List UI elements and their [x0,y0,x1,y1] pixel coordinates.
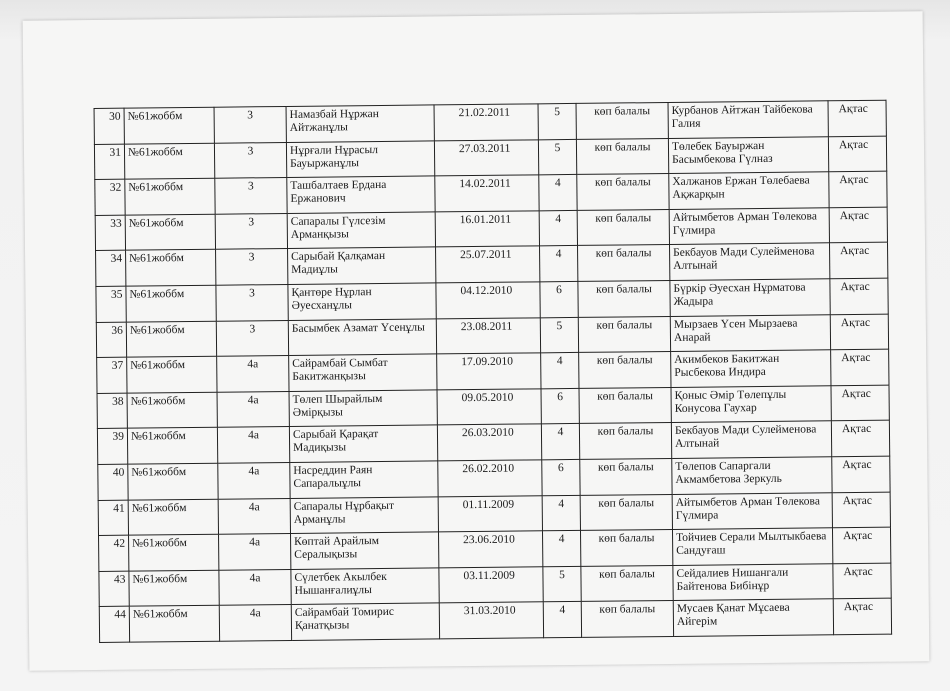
row-number: 39 [97,428,127,464]
class-grade: 3 [214,106,286,142]
family-children-count: 5 [543,566,581,602]
class-grade: 3 [214,142,286,178]
family-children-count: 5 [538,103,576,139]
row-number: 44 [99,606,129,642]
locality: Ақтас [828,100,886,136]
birth-date: 26.03.2010 [437,424,541,461]
birth-date: 23.06.2010 [438,531,542,568]
birth-date: 16.01.2011 [435,211,539,248]
locality: Ақтас [831,349,889,385]
family-category: көп балалы [578,245,670,282]
class-grade: 4а [219,534,291,570]
row-number: 40 [98,464,128,500]
parents-names: Бекбауов Мади Сулейменова Алтынай [671,421,831,458]
family-children-count: 6 [540,281,578,317]
school-name: №61жоббм [124,143,214,180]
family-children-count: 5 [540,317,578,353]
student-name: Сарыбай Қарақат Мадиқызы [289,425,437,462]
birth-date: 25.07.2011 [436,246,540,283]
class-grade: 4а [218,498,290,534]
row-number: 42 [99,535,129,571]
family-category: көп балалы [580,458,672,495]
school-name: №61жоббм [124,107,214,144]
school-name: №61жоббм [126,250,216,287]
school-name: №61жоббм [128,499,218,536]
row-number: 38 [97,393,127,429]
parents-names: Тойчиев Серали Мылтыкбаева Сандуғаш [672,528,832,565]
student-name: Ташбалтаев Ердана Ержанович [287,176,435,213]
family-children-count: 4 [542,495,580,531]
student-name: Сүлетбек Акылбек Нышанғалиұлы [291,568,439,605]
student-name: Көптай Арайлым Сералықызы [291,532,439,569]
parents-names: Курбанов Айтжан Тайбекова Галия [668,101,828,138]
student-name: Сапаралы Нұрбақыт Арманұлы [290,496,438,533]
school-name: №61жоббм [129,606,219,643]
table-row [99,598,891,642]
parents-names: Акимбеков Бакитжан Рысбекова Индира [671,350,831,387]
family-children-count: 4 [542,531,580,567]
row-number: 30 [94,108,124,144]
student-name: Төлеп Шырайлым Әмірқызы [289,390,437,427]
class-grade: 4а [217,391,289,427]
birth-date: 21.02.2011 [434,104,538,141]
class-grade: 3 [215,213,287,249]
locality: Ақтас [832,492,890,528]
school-name: №61жоббм [127,392,217,429]
birth-date: 01.11.2009 [438,495,542,532]
student-name: Сарыбай Қалқаман Мадиұлы [288,247,436,284]
family-category: көп балалы [576,138,668,175]
student-name: Қантөре Нұрлан Әуесханұлы [288,283,436,320]
birth-date: 03.11.2009 [439,567,543,604]
class-grade: 3 [216,284,288,320]
family-children-count: 6 [542,459,580,495]
student-name: Сапаралы Гүлсезім Арманқызы [287,212,435,249]
birth-date: 14.02.2011 [435,175,539,212]
row-number: 43 [99,571,129,607]
student-name: Басымбек Азамат Үсенұлы [288,318,436,355]
family-category: көп балалы [579,423,671,460]
school-name: №61жоббм [128,463,218,500]
locality: Ақтас [831,421,889,457]
parents-names: Мусаев Қанат Мұсаева Айгерім [673,599,833,636]
school-name: №61жоббм [129,534,219,571]
student-name: Нұрғали Нұрасыл Бауыржанұлы [286,141,434,178]
family-children-count: 4 [541,353,579,389]
birth-date: 09.05.2010 [437,389,541,426]
student-name: Сайрамбай Томирис Қанатқызы [291,603,439,640]
family-children-count: 4 [539,210,577,246]
locality: Ақтас [829,171,887,207]
row-number: 37 [97,357,127,393]
family-children-count: 4 [543,602,581,638]
family-category: көп балалы [578,316,670,353]
family-category: көп балалы [581,601,673,638]
locality: Ақтас [828,136,886,172]
class-grade: 4а [217,356,289,392]
row-number: 34 [96,251,126,287]
class-grade: 4а [219,569,291,605]
family-category: көп балалы [578,280,670,317]
locality: Ақтас [829,207,887,243]
school-name: №61жоббм [129,570,219,607]
class-grade: 3 [215,178,287,214]
locality: Ақтас [833,598,891,634]
children-list-table [94,100,893,643]
student-name: Сайрамбай Сымбат Бакитжанқызы [289,354,437,391]
class-grade: 4а [217,427,289,463]
parents-names: Төлепов Сапаргали Акмамбетова Зеркуль [672,457,832,494]
family-children-count: 4 [540,246,578,282]
row-number: 32 [95,179,125,215]
parents-names: Төлебек Бауыржан Басымбекова Гүлназ [668,136,828,173]
parents-names: Бекбауов Мади Сулейменова Алтынай [670,243,830,280]
class-grade: 3 [216,249,288,285]
family-children-count: 4 [539,175,577,211]
school-name: №61жоббм [126,321,216,358]
family-category: көп балалы [576,102,668,139]
school-name: №61жоббм [127,356,217,393]
parents-names: Қоныс Әмір Төлепұлы Конусова Гаухар [671,386,831,423]
family-category: көп балалы [579,387,671,424]
parents-names: Бүркір Әуесхан Нұрматова Жадыра [670,279,830,316]
locality: Ақтас [830,278,888,314]
birth-date: 31.03.2010 [439,602,543,639]
student-name: Намазбай Нұржан Айтжанұлы [286,105,434,142]
family-category: көп балалы [580,494,672,531]
locality: Ақтас [829,243,887,279]
family-category: көп балалы [580,530,672,567]
class-grade: 4а [218,462,290,498]
birth-date: 26.02.2010 [438,460,542,497]
parents-names: Халжанов Ержан Төлебаева Ақжарқын [669,172,829,209]
birth-date: 17.09.2010 [437,353,541,390]
row-number: 35 [96,286,126,322]
school-name: №61жоббм [125,214,215,251]
family-category: көп балалы [579,352,671,389]
student-name: Насреддин Раян Сапаралыұлы [290,461,438,498]
locality: Ақтас [831,385,889,421]
locality: Ақтас [833,563,891,599]
parents-names: Айтымбетов Арман Төлекова Гүлмира [669,208,829,245]
school-name: №61жоббм [126,285,216,322]
parents-names: Сейдалиев Нишангали Байтенова Бибінұр [673,563,833,600]
row-number: 31 [94,144,124,180]
family-children-count: 6 [541,388,579,424]
family-children-count: 4 [541,424,579,460]
school-name: №61жоббм [127,428,217,465]
locality: Ақтас [830,314,888,350]
parents-names: Мырзаев Үсен Мырзаева Анарай [670,314,830,351]
school-name: №61жоббм [125,178,215,215]
row-number: 36 [96,322,126,358]
family-category: көп балалы [577,209,669,246]
birth-date: 04.12.2010 [436,282,540,319]
family-children-count: 5 [538,139,576,175]
row-number: 33 [95,215,125,251]
locality: Ақтас [832,456,890,492]
row-number: 41 [98,500,128,536]
parents-names: Айтымбетов Арман Төлекова Гүлмира [672,492,832,529]
birth-date: 27.03.2011 [434,139,538,176]
locality: Ақтас [832,527,890,563]
class-grade: 3 [216,320,288,356]
class-grade: 4а [219,605,291,641]
birth-date: 23.08.2011 [436,317,540,354]
paper-sheet [23,11,930,670]
family-category: көп балалы [577,174,669,211]
family-category: көп балалы [581,565,673,602]
